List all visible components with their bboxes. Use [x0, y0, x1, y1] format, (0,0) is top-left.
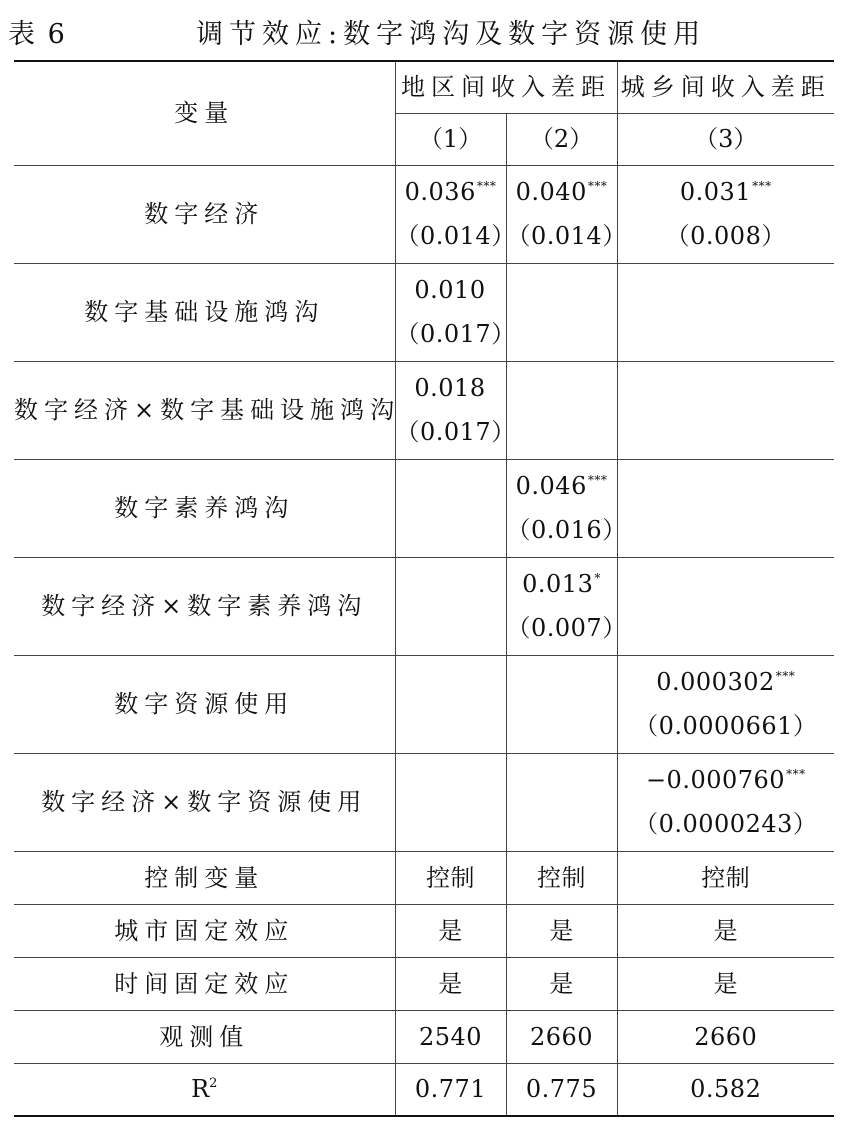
- cell-c3: [617, 557, 834, 655]
- cell-c2: 控制: [506, 851, 617, 904]
- cell-c2: 是: [506, 957, 617, 1010]
- significance-stars: ***: [786, 767, 806, 781]
- coefficient: [507, 290, 617, 334]
- row-label: 数字基础设施鸿沟: [14, 263, 395, 361]
- cell-c1: [395, 165, 516, 263]
- cell-c3: 是: [617, 904, 834, 957]
- significance-stars: ***: [476, 179, 497, 193]
- standard-error: （0.0000243）: [634, 810, 818, 838]
- coefficient: [507, 464, 617, 508]
- cell-c3: [617, 459, 834, 557]
- header-col-1: （1）: [395, 113, 506, 165]
- coefficient: [396, 170, 506, 214]
- coef-value: 0.018: [414, 374, 486, 402]
- cell-c1: 0.771: [395, 1063, 506, 1116]
- header-col-3: （3）: [617, 113, 834, 165]
- table-row: [14, 263, 834, 361]
- coefficient: [396, 780, 506, 824]
- row-label: 控制变量: [14, 851, 395, 904]
- header-group-urban-rural: 城乡间收入差距: [617, 61, 834, 113]
- cell-c3: 控制: [617, 851, 834, 904]
- coef-value: 0.000302: [656, 668, 775, 696]
- coef-value: −0.000760: [645, 766, 786, 794]
- header-variable: 变量: [14, 61, 395, 165]
- row-label: 数字经济×数字资源使用: [14, 753, 395, 851]
- coef-value: 0.013: [522, 570, 594, 598]
- cell-c2: 2660: [506, 1010, 617, 1063]
- cell-c2: [506, 753, 617, 851]
- standard-error: （0.014）: [506, 222, 627, 250]
- row-label: 数字经济×数字素养鸿沟: [14, 557, 395, 655]
- coefficient: [618, 660, 835, 704]
- cell-c3: [617, 753, 834, 851]
- cell-c2: [506, 557, 627, 655]
- cell-c2: [506, 263, 617, 361]
- coefficient: [618, 758, 835, 802]
- significance-stars: *: [594, 571, 601, 585]
- standard-error: （0.014）: [395, 222, 516, 250]
- coefficient: [396, 486, 506, 530]
- table-row: [14, 904, 834, 957]
- coef-value: 0.040: [515, 178, 587, 206]
- cell-c1: 控制: [395, 851, 506, 904]
- table-row: [14, 753, 834, 851]
- table-row: [14, 655, 834, 753]
- table-row-r2: [14, 1063, 834, 1116]
- r2-base: R: [191, 1075, 210, 1104]
- cell-c1: [395, 361, 516, 459]
- table-title: 调节效应:数字鸿沟及数字资源使用: [196, 19, 707, 50]
- row-label: 数字经济: [14, 165, 395, 263]
- coefficient: [396, 366, 506, 410]
- table-row: [14, 361, 834, 459]
- coefficient: [507, 170, 617, 214]
- table-row: [14, 165, 834, 263]
- cell-c3: [617, 361, 834, 459]
- coefficient: [396, 682, 506, 726]
- coefficient: [507, 682, 617, 726]
- coef-value: 0.036: [404, 178, 476, 206]
- cell-c1: 是: [395, 957, 506, 1010]
- coefficient: [396, 268, 506, 312]
- significance-stars: ***: [587, 473, 608, 487]
- regression-table: [14, 60, 834, 1117]
- cell-c2: 0.775: [506, 1063, 617, 1116]
- table-row: [14, 851, 834, 904]
- row-label: 城市固定效应: [14, 904, 395, 957]
- row-label: 时间固定效应: [14, 957, 395, 1010]
- cell-c1: [395, 263, 516, 361]
- significance-stars: ***: [587, 179, 608, 193]
- cell-c1: 是: [395, 904, 506, 957]
- cell-c1: [395, 655, 506, 753]
- standard-error: （0.008）: [665, 222, 786, 250]
- table-row: [14, 957, 834, 1010]
- standard-error: （0.007）: [506, 614, 627, 642]
- coefficient: [618, 290, 835, 334]
- header-col-2: （2）: [506, 113, 617, 165]
- table-row: [14, 557, 834, 655]
- coefficient: [507, 780, 617, 824]
- header-group-regional: 地区间收入差距: [395, 61, 617, 113]
- cell-c3: [617, 165, 834, 263]
- cell-c3: [617, 263, 834, 361]
- coefficient: [618, 170, 835, 214]
- coefficient: [396, 584, 506, 628]
- table-caption: [0, 0, 843, 60]
- significance-stars: ***: [752, 179, 772, 193]
- coefficient: [618, 486, 835, 530]
- cell-c2: [506, 459, 627, 557]
- cell-c3: [617, 655, 834, 753]
- table-number: 表 6: [8, 19, 67, 50]
- cell-c2: [506, 165, 627, 263]
- row-label: 数字经济×数字基础设施鸿沟: [14, 361, 395, 459]
- standard-error: （0.017）: [395, 320, 516, 348]
- table-row: [14, 459, 834, 557]
- cell-c2: [506, 361, 617, 459]
- cell-c1: [395, 459, 506, 557]
- coefficient: [618, 584, 835, 628]
- coef-value: 0.031: [679, 178, 752, 206]
- cell-c1: 2540: [395, 1010, 506, 1063]
- table-row: [14, 1010, 834, 1063]
- coefficient: [507, 388, 617, 432]
- cell-c1: [395, 557, 506, 655]
- cell-c1: [395, 753, 506, 851]
- coefficient: [507, 562, 617, 606]
- standard-error: （0.017）: [395, 418, 516, 446]
- header-row-1: [14, 61, 834, 113]
- cell-c3: 是: [617, 957, 834, 1010]
- cell-c2: [506, 655, 617, 753]
- row-label: 数字资源使用: [14, 655, 395, 753]
- standard-error: （0.016）: [506, 516, 627, 544]
- cell-c2: 是: [506, 904, 617, 957]
- coef-value: 0.046: [515, 472, 587, 500]
- cell-c3: 0.582: [617, 1063, 834, 1116]
- row-label: 数字素养鸿沟: [14, 459, 395, 557]
- coef-value: 0.010: [414, 276, 486, 304]
- r2-superscript: 2: [209, 1076, 218, 1092]
- cell-c3: 2660: [617, 1010, 834, 1063]
- row-label: 观测值: [14, 1010, 395, 1063]
- standard-error: （0.0000661）: [634, 712, 818, 740]
- coefficient: [618, 388, 835, 432]
- row-label: [14, 1063, 395, 1116]
- significance-stars: ***: [775, 669, 796, 683]
